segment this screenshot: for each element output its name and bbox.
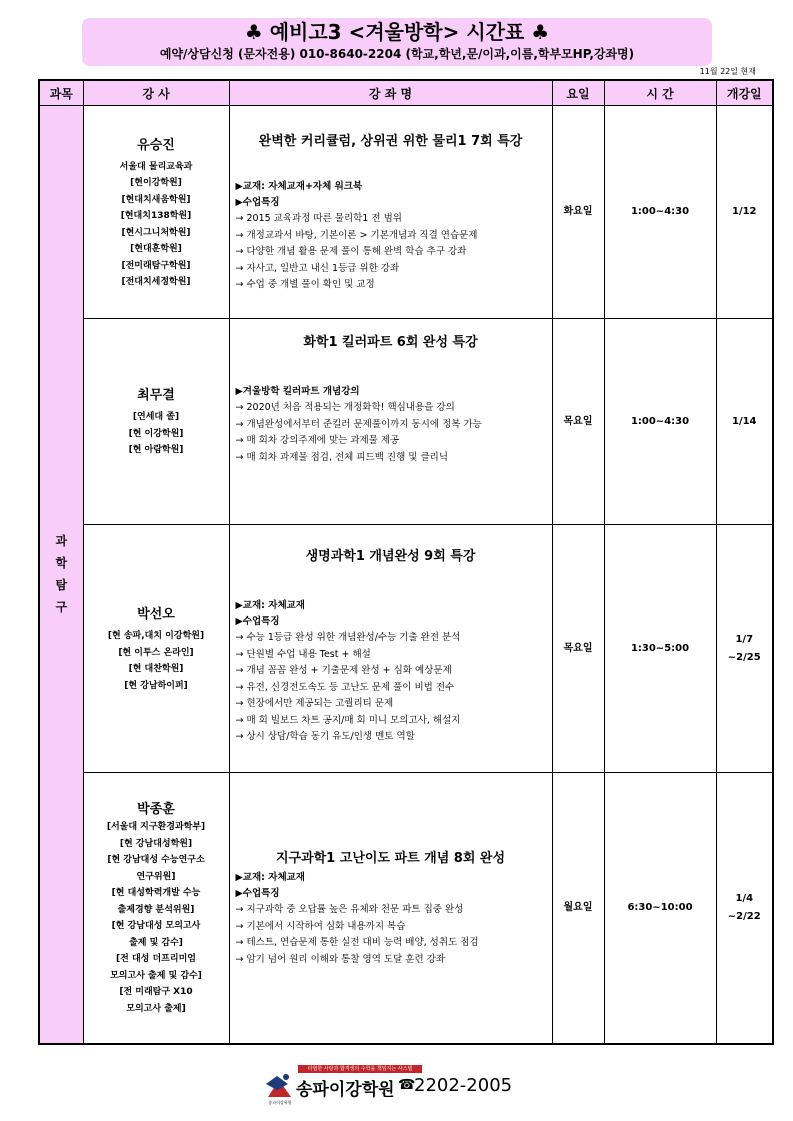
course-bullet: → 자사고, 일반고 내신 1등급 위한 강좌: [235, 262, 400, 274]
open-date: ~2/25: [727, 651, 761, 663]
time-cell: 1:00~4:30: [604, 106, 716, 319]
instructor-cell: [83, 319, 229, 525]
instructor-affiliation: [연세대 졸]: [132, 412, 180, 423]
col-header-time: 시 간: [604, 80, 716, 106]
table-row: [39, 773, 773, 1044]
course-section-head: ▶교재: 자체교재+자체 워크북: [235, 181, 363, 192]
time-cell: 6:30~10:00: [604, 773, 716, 1044]
instructor-affiliation: [현 대찬학원]: [128, 664, 184, 674]
table-row: [39, 525, 773, 773]
open-date: 1/7: [735, 633, 754, 645]
table-row: [39, 319, 773, 525]
course-bullet: → 매 회차 강의주제에 맞는 과제물 제공: [235, 435, 400, 446]
course-section-head: ▶겨울방학 킬러파트 개념강의: [235, 386, 360, 397]
time-cell: 1:30~5:00: [604, 525, 716, 773]
instructor-affiliation: [현 강남대성 수능연구소: [107, 855, 205, 866]
day-cell: 목요일: [552, 525, 604, 773]
phone-number: 2202-2005: [414, 1075, 513, 1096]
open-date-cell: [716, 106, 773, 319]
instructor-affiliation: [현 대성학력개발 수능: [111, 888, 201, 899]
course-bullet: → 매 회차 과제물 점검, 전체 피드백 진행 및 클리닉: [235, 451, 449, 463]
instructor-affiliation: [전대치세정학원]: [121, 277, 191, 287]
instructor-affiliation: 연구위원]: [136, 871, 176, 882]
course-section-head: ▶교재: 자체교재: [235, 872, 305, 883]
course-bullet: → 다양한 개념 활용 문제 풀이 통해 완벽 학습 추구 강좌: [235, 246, 467, 257]
instructor-affiliation: [현 강남대성 모의고사: [111, 921, 201, 932]
course-section-head: ▶수업특징: [235, 888, 280, 899]
academy-logo-icon: [264, 1070, 294, 1100]
logo-caption: 송파이강학원: [268, 1100, 292, 1105]
title-text: 예비고3 <겨울방학> 시간표: [269, 20, 525, 44]
instructor-affiliation: [현대치새움학원]: [121, 194, 191, 205]
course-bullet: → 개념완성에서부터 준킬러 문제풀이까지 동시에 정복 가능: [235, 418, 482, 430]
col-header-instructor: 강 사: [83, 80, 229, 106]
instructor-name: 박선오: [137, 607, 175, 622]
instructor-affiliation: 모의고사 출제]: [126, 1003, 186, 1014]
course-title: 생명과학1 개념완성 9회 특강: [305, 549, 476, 564]
course-bullet: → 유전, 신경전도속도 등 고난도 문제 풀이 비법 전수: [235, 681, 455, 693]
instructor-affiliation: [전 대성 더프리미엄: [116, 954, 196, 965]
instructor-affiliation: [현 송파,대치 이강학원]: [107, 631, 205, 641]
course-section-head: ▶교재: 자체교재: [235, 600, 305, 611]
time-cell: 1:00~4:30: [604, 319, 716, 525]
reservation-info: 예약/상담신청 (문자전용) 010-8640-2204 (학교,학년,문/이과,이름,학부모HP,강좌명): [159, 47, 635, 61]
course-title: 화학1 킬러파트 6회 완성 특강: [303, 335, 478, 350]
subject-char: 탐: [55, 578, 68, 593]
course-bullet: → 2020년 처음 적용되는 개정화학! 핵심내용을 강의: [235, 402, 455, 413]
course-bullet: → 개정교과서 바탕, 기본이론 > 기본개념과 직결 연습문제: [235, 229, 478, 241]
instructor-cell: [83, 525, 229, 773]
open-date: 1/12: [731, 206, 757, 217]
club-icon: ♣: [531, 20, 550, 44]
course-section-head: ▶수업특징: [235, 616, 280, 627]
page-title: [82, 20, 712, 44]
instructor-affiliation: [현 이강학원]: [128, 428, 184, 439]
course-bullet: → 개념 꼼꼼 완성 + 기출문제 완성 + 심화 예상문제: [235, 665, 452, 676]
course-bullet: → 상시 상담/학습 동기 유도/인생 멘토 역할: [235, 731, 415, 742]
instructor-cell: [83, 106, 229, 319]
instructor-affiliation: [서울대 지구환경과학부]: [106, 822, 206, 833]
day-cell: 월요일: [552, 773, 604, 1044]
instructor-name: 유승진: [137, 137, 175, 153]
course-cell: [229, 773, 552, 1044]
subject-char: 과: [55, 534, 68, 549]
course-bullet: → 지구과학 중 오답률 높은 유체와 천문 파트 집중 완성: [235, 904, 464, 915]
instructor-affiliation: [현이강학원]: [130, 178, 182, 188]
course-bullet: → 테스트, 연습문제 통한 실전 대비 능력 배양, 성취도 점검: [235, 937, 479, 948]
instructor-affiliation: [현 강남하이퍼]: [124, 680, 188, 691]
col-header-day: 요일: [552, 80, 604, 106]
course-cell: [229, 106, 552, 319]
course-cell: [229, 525, 552, 773]
course-title: 지구과학1 고난이도 파트 개념 8회 완성: [275, 851, 506, 866]
course-bullet: → 단원별 수업 내용 Test + 해설: [235, 648, 371, 660]
course-bullet: → 매 회 빌보드 차트 공지/매 회 미니 모의고사, 해설지: [235, 714, 461, 726]
col-header-course: 강 좌 명: [229, 80, 552, 106]
phone-icon: ☎: [398, 1077, 416, 1093]
instructor-name: 최무결: [137, 388, 175, 404]
date-note: 11월 22일 현재: [699, 67, 756, 76]
course-section-head: ▶수업특징: [235, 197, 280, 208]
open-date: ~2/22: [727, 910, 761, 922]
course-bullet: → 암기 넘어 원리 이해와 통찰 영역 도달 훈련 강좌: [235, 953, 446, 965]
instructor-affiliation: 출제경향 분석위원]: [117, 904, 195, 915]
subject-char: 구: [55, 600, 68, 615]
instructor-affiliation: 서울대 물리교육과: [119, 161, 193, 172]
day-cell: 목요일: [552, 319, 604, 525]
col-header-subject: 과목: [39, 80, 83, 106]
instructor-affiliation: 출제 및 감수]: [129, 937, 183, 948]
instructor-cell: [83, 773, 229, 1044]
open-date: 1/14: [731, 415, 757, 427]
course-bullet: → 현장에서만 제공되는 고퀄리티 문제: [235, 698, 394, 709]
instructor-affiliation: [현대훈학원]: [130, 244, 182, 254]
header-row: [39, 80, 773, 106]
open-date-cell: [716, 773, 773, 1044]
instructor-affiliation: [전 미래탐구 X10: [119, 987, 193, 998]
course-bullet: → 기본에서 시작하여 심화 내용까지 복습: [235, 920, 406, 932]
table-row: [39, 106, 773, 319]
course-title: 완벽한 커리큘럼, 상위권 위한 물리1 7회 특강: [258, 134, 523, 149]
instructor-affiliation: [현 강남대성학원]: [119, 838, 193, 849]
open-date: 1/4: [735, 892, 754, 904]
instructor-affiliation: 모의고사 출제 및 감수]: [110, 970, 202, 981]
instructor-affiliation: [현 이투스 온라인]: [118, 647, 194, 658]
course-cell: [229, 319, 552, 525]
col-header-open: 개강일: [716, 80, 773, 106]
course-bullet: → 수능 1등급 완성 위한 개념완성/수능 기출 완전 분석: [235, 632, 461, 643]
open-date-cell: [716, 525, 773, 773]
schedule-table: [38, 79, 774, 1045]
course-bullet: → 2015 교육과정 따른 물리학1 전 범위: [235, 213, 402, 224]
instructor-affiliation: [현대치138학원]: [120, 211, 192, 221]
academy-name: 송파이강학원: [296, 1080, 395, 1100]
instructor-affiliation: [전미래탐구학원]: [121, 260, 191, 271]
day-cell: 화요일: [552, 106, 604, 319]
subject-char: 학: [55, 556, 68, 571]
instructor-affiliation: [현 아람학원]: [128, 445, 184, 456]
open-date-cell: [716, 319, 773, 525]
instructor-affiliation: [현시그니처학원]: [121, 227, 191, 238]
footer: [262, 1062, 562, 1105]
footer-tagline: 타협한 사랑과 합격생의 수학을 책임지는 사스템: [298, 1065, 422, 1073]
subject-cell: [39, 106, 83, 1044]
club-icon: ♣: [244, 20, 263, 44]
title-banner: [82, 18, 712, 66]
instructor-name: 박종훈: [137, 802, 175, 818]
course-bullet: → 수업 중 개별 풀이 확인 및 교정: [235, 279, 375, 290]
